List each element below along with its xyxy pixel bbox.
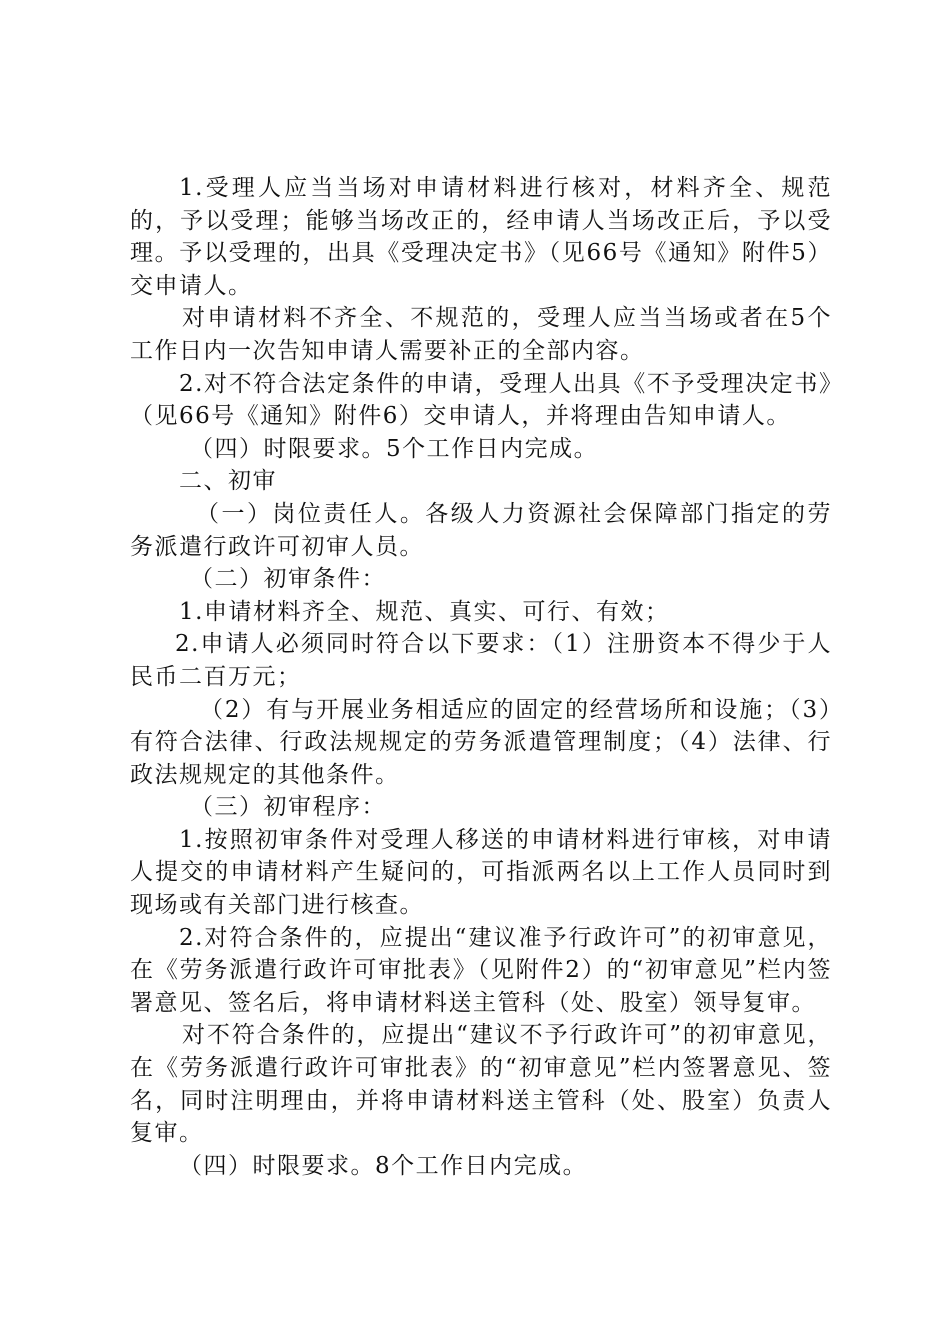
paragraph-2: 对申请材料不齐全、不规范的，受理人应当当场或者在5个工作日内一次告知申请人需要补正的全部内容。 [130,305,832,364]
paragraph-15: （四）时限要求。8个工作日内完成。 [179,1152,588,1179]
paragraph-6: （一）岗位责任人。各级人力资源社会保障部门指定的劳务派遣行政许可初审人员。 [130,500,832,560]
paragraph-10: （2）有与开展业务相适应的固定的经营场所和设施；（3）有符合法律、行政法规规定的劳务派遣管理制度；（4）法律、行政法规规定的其他条件。 [130,696,832,788]
paragraph-12: 1.按照初审条件对受理人移送的申请材料进行审核，对申请人提交的申请材料产生疑问的，可指派两名以上工作人员同时到现场或有关部门进行核查。 [130,826,832,919]
document-body [130,172,832,1182]
paragraph-14: 对不符合条件的，应提出“建议不予行政许可”的初审意见，在《劳务派遣行政许可审批表》的“初审意见”栏内签署意见、签名，同时注明理由，并将申请材料送主管科（处、股室）负责人复审。 [130,1022,832,1147]
paragraph-3: 2.对不符合法定条件的申请，受理人出具《不予受理决定书》（见66号《通知》附件6）交申请人，并将理由告知申请人。 [130,370,832,430]
section-heading-initial-review: 二、初审 [179,468,277,495]
paragraph-4: （四）时限要求。5个工作日内完成。 [190,435,599,462]
paragraph-7: （二）初审条件： [190,566,386,593]
paragraph-11: （三）初审程序： [190,794,386,821]
paragraph-1: 1.受理人应当当场对申请材料进行核对，材料齐全、规范的，予以受理；能够当场改正的，经申请人当场改正后，予以受理。予以受理的，出具《受理决定书》（见66号《通知》附件5）交申请人。 [130,175,832,299]
paragraph-8: 1.申请材料齐全、规范、真实、可行、有效； [179,598,670,625]
paragraph-9: 2.申请人必须同时符合以下要求：（1）注册资本不得少于人民币二百万元； [130,631,832,690]
paragraph-13: 2.对符合条件的，应提出“建议准予行政许可”的初审意见，在《劳务派遣行政许可审批表》（见附件2）的“初审意见”栏内签署意见、签名后，将申请材料送主管科（处、股室）领导复审。 [130,924,832,1016]
